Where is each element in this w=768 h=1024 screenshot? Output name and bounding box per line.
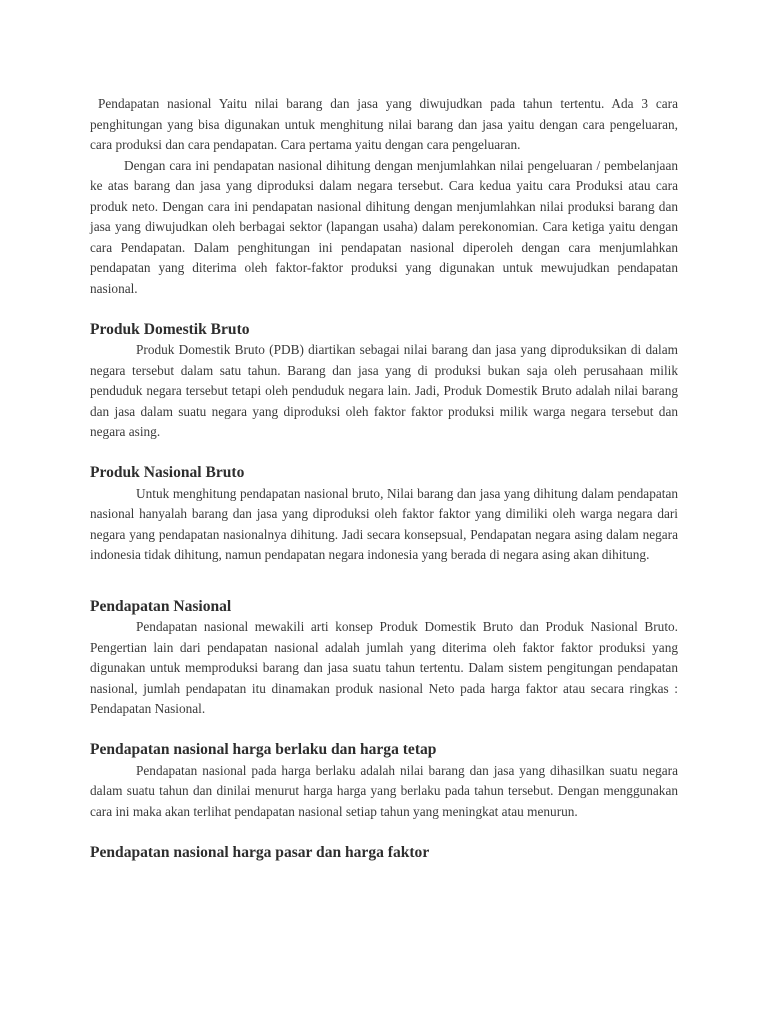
section-body-pnb: Untuk menghitung pendapatan nasional bruto, Nilai barang dan jasa yang dihitung dalam pendapatan nasional hanyalah barang dan jasa yang diproduksi oleh faktor faktor yang dimiliki oleh warga negara dari negara yang pendapatan nasionalnya dihitung. Jadi secara konsepsual, Pendapatan negara asing dalam negara indonesia tidak dihitung, namun pendapatan negara indonesia yang berada di negara asing akan dihitung.	[90, 485, 678, 562]
section-heading-hbt: Pendapatan nasional harga berlaku dan harga tetap	[90, 741, 437, 758]
intro-paragraph-1: Pendapatan nasional Yaitu nilai barang dan jasa yang diwujudkan pada tahun tertentu. Ada 3 cara penghitungan yang bisa digunakan untuk menghitung nilai barang dan jasa yaitu dengan cara pengeluaran, cara produksi dan cara pendapatan. Cara pertama yaitu dengan cara pengeluaran.	[90, 96, 678, 152]
spacer	[90, 720, 678, 741]
document-page	[90, 94, 678, 863]
section-heading-pdb: Produk Domestik Bruto	[90, 320, 250, 338]
section-heading-pnb: Produk Nasional Bruto	[90, 464, 245, 481]
intro-paragraph-2: Dengan cara ini pendapatan nasional dihitung dengan menjumlahkan nilai pengeluaran / pembelanjaan ke atas barang dan jasa yang diproduksi dalam negara tersebut. Cara kedua yaitu cara Produksi atau cara produk neto. Dengan cara ini pendapatan nasional dihitung dengan menjumlahkan nilai produksi barang dan jasa yang diwujudkan oleh berbagai sektor (lapangan usaha) dalam perekonomian. Cara ketiga yaitu dengan cara Pendapatan. Dalam penghitungan ini pendapatan nasional diperoleh dengan cara menjumlahkan pendapatan yang diterima oleh faktor-faktor produksi yang digunakan untuk mewujudkan pendapatan nasional.	[90, 157, 678, 296]
section-heading-pn: Pendapatan Nasional	[90, 597, 232, 615]
spacer	[90, 566, 678, 597]
section-body-hbt: Pendapatan nasional pada harga berlaku adalah nilai barang dan jasa yang dihasilkan suatu negara dalam suatu tahun dan dinilai menurut harga harga yang berlaku pada tahun tersebut. Dengan menggunakan cara ini maka akan terlihat pendapatan nasional setiap tahun yang meningkat atau menurun.	[90, 762, 678, 819]
spacer	[90, 822, 678, 843]
spacer	[90, 299, 678, 320]
section-body-pdb: Produk Domestik Bruto (PDB) diartikan sebagai nilai barang dan jasa yang diproduksikan di dalam negara tersebut dalam satu tahun. Barang dan jasa yang di produksi bukan saja oleh perusahaan milik penduduk negara tersebut tetapi oleh penduduk negara lain. Jadi, Produk Domestik Bruto adalah nilai barang dan jasa dalam suatu negara yang diproduksi oleh faktor faktor produksi milik warga negara tersebut dan negara asing.	[90, 342, 678, 439]
section-body-pn: Pendapatan nasional mewakili arti konsep Produk Domestik Bruto dan Produk Nasional Bruto. Pengertian lain dari pendapatan nasional adalah jumlah yang diterima oleh faktor faktor produksi yang digunakan untuk memproduksi barang dan jasa suatu tahun tertentu. Dalam sistem pengitungan pendapatan nasional, jumlah pendapatan itu dinamakan produk nasional Neto pada harga faktor atau secara ringkas : Pendapatan Nasional.	[90, 619, 678, 716]
section-heading-hpf: Pendapatan nasional harga pasar dan harga faktor	[90, 843, 430, 861]
spacer	[90, 443, 678, 464]
